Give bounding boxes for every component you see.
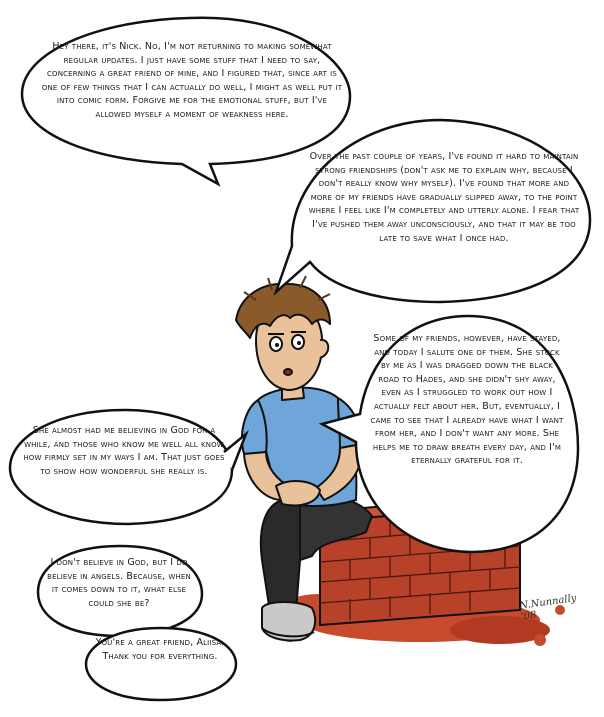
bubble-text-angels: I don't believe in God, but I do believe in angels. Because, when it comes down to it, what else could she be?	[47, 557, 191, 609]
artist-signature: N.Nunnally '08	[518, 592, 578, 623]
bubble-text-friendships: Over the past couple of years, I've found it hard to maintain strong friendships (don't ask me to explain why, because I don't really know why myself). I've found that more and more of my friends have gradually slipped away, to the point where I feel like I'm completely and utterly alone. I fear that I've pushed them away unconsciously, and that it may be too late to save what I once had.	[308, 151, 580, 244]
bubble-text-intro: Hey there, it's Nick. No, I'm not returning to making somewhat regular updates. I just have some stuff that I need to say, concerning a great friend of mine, and I figured that, since art is one of few things that I can actually do well, I might as well put it into comic form. Forgive me for the emotional stuff, but I've allowed myself a moment of weakness here.	[41, 41, 343, 120]
bubble-text-god: She almost had me believing in God for a while, and those who know me well all know how firmly set in my ways I am. That just goes to show how wonderful she really is.	[23, 425, 225, 477]
bubble-text-salute: Some of my friends, however, have stayed, and today I salute one of them. She stuck by me as I was dragged down the black road to Hades, and she didn't shy away, even as I struggled to work out how I actually felt about her. But, eventually, I came to see that I already have what I want from her, and I don't want any more. She helps me to draw breath every day, and I'm eternally grateful for it.	[370, 333, 564, 467]
bubble-text-thanks: You're a great friend, Aliisa. Thank you for everything.	[95, 637, 225, 662]
